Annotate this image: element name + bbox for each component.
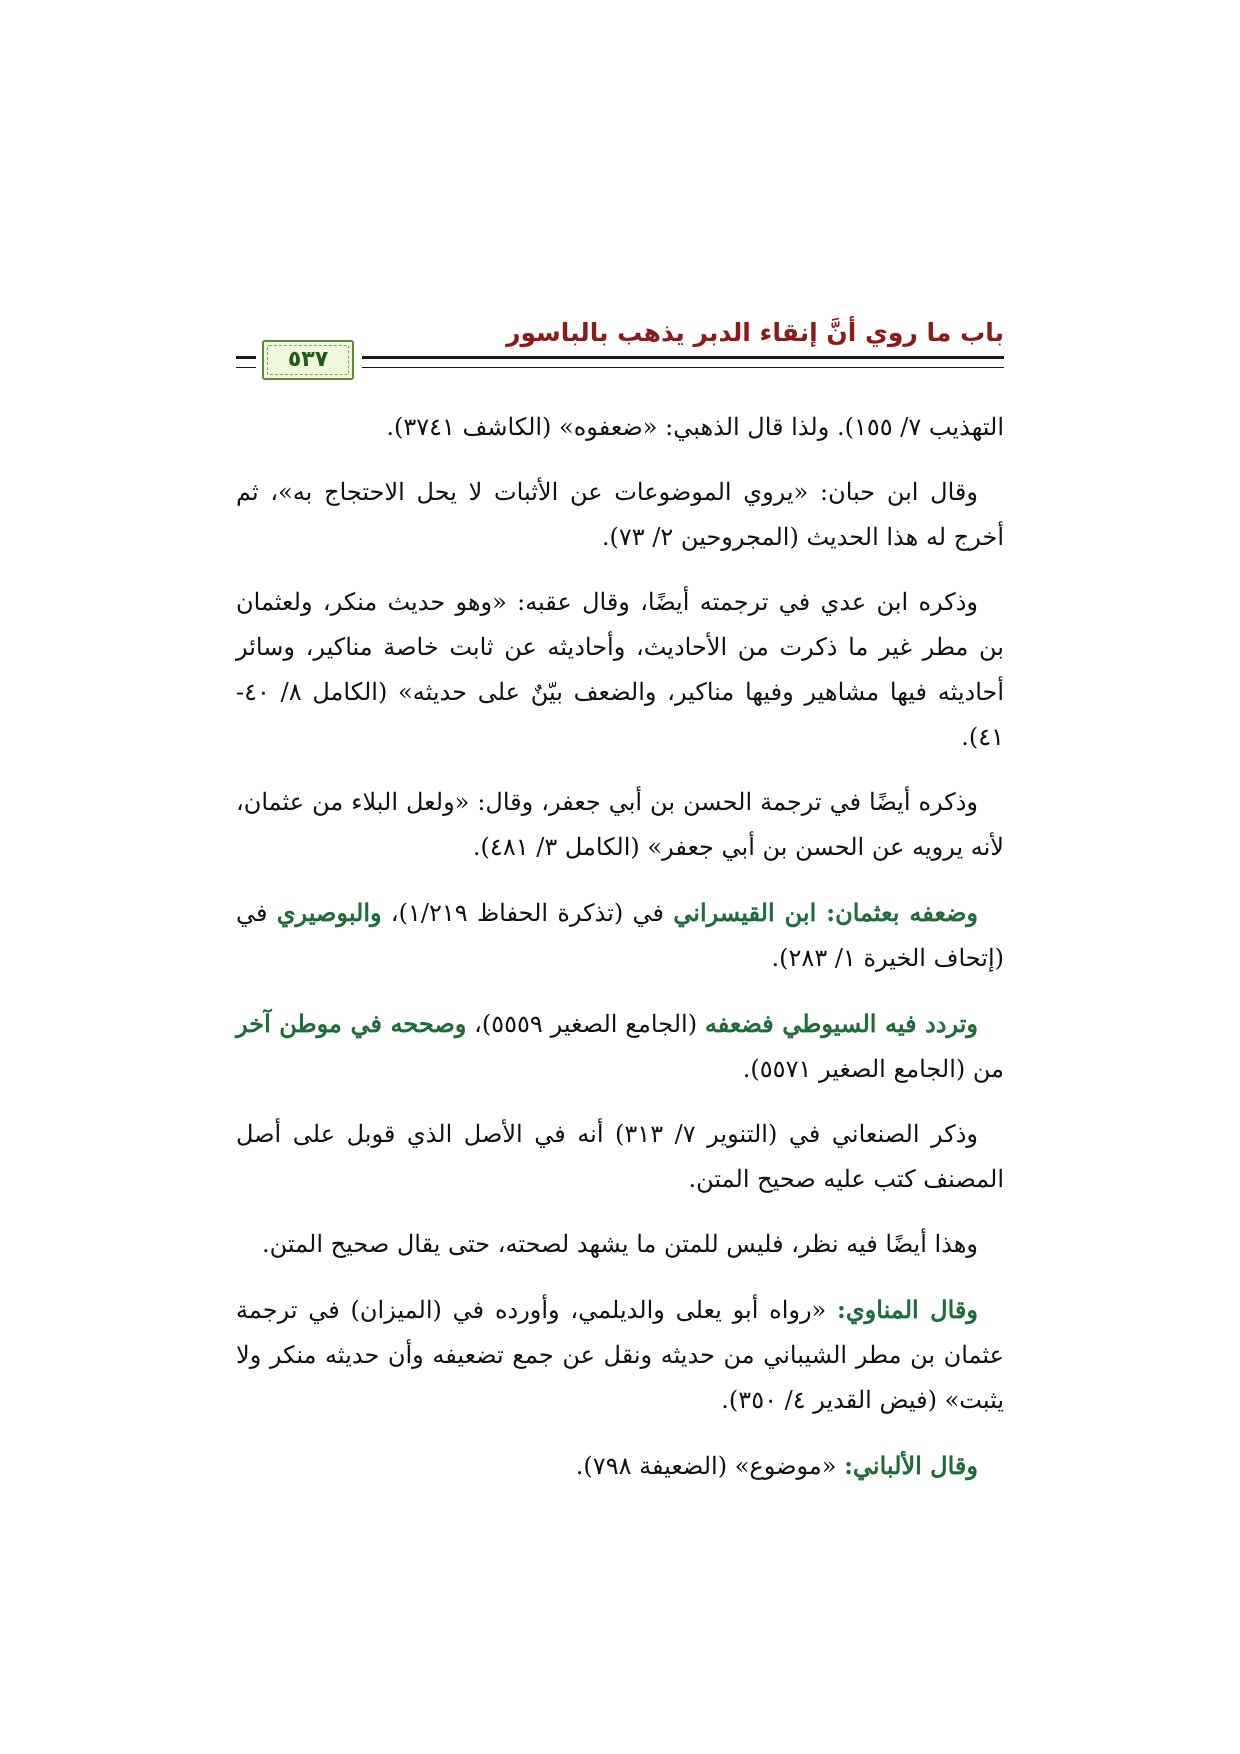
paragraph: [236, 1222, 1004, 1267]
highlighted-text: وتردد فيه السيوطي فضعفه: [704, 1009, 978, 1038]
paragraph: [236, 470, 1004, 560]
paragraph-text: في (تذكرة الحفاظ ١/٢١٩)،: [381, 899, 674, 927]
header-rule-short: [236, 356, 256, 368]
paragraph: [236, 405, 1004, 450]
highlighted-text: والبوصيري: [276, 898, 382, 927]
paragraph-text: من (الجامع الصغير ٥٥٧١).: [742, 1055, 1004, 1083]
highlighted-text: وضعفه بعثمان: ابن القيسراني: [673, 898, 978, 927]
highlighted-text: وصححه في موطن آخر: [236, 1009, 467, 1038]
paragraph: [236, 1287, 1004, 1423]
page-number-badge: [262, 340, 354, 380]
paragraph-text: (الجامع الصغير ٥٥٥٩)،: [466, 1010, 705, 1038]
paragraph-text: وهذا أيضًا فيه نظر، فليس للمتن ما يشهد لصحته، حتى يقال صحيح المتن.: [261, 1230, 978, 1258]
header-rule: [362, 356, 1004, 368]
running-title: باب ما روي أنَّ إنقاء الدبر يذهب بالباسور: [506, 318, 1004, 347]
paragraph-text: وذكره أيضًا في ترجمة الحسن بن أبي جعفر، وقال: «ولعل البلاء من عثمان، لأنه يرويه عن الحسن بن أبي جعفر» (الكامل ٣/ ٤٨١).: [236, 788, 1004, 861]
paragraph: [236, 780, 1004, 870]
paragraph: [236, 1112, 1004, 1202]
paragraph-text: التهذيب ٧/ ١٥٥). ولذا قال الذهبي: «ضعفوه» (الكاشف ٣٧٤١).: [386, 413, 1004, 441]
page-number: ٥٣٧: [287, 347, 329, 372]
paragraph: [236, 1001, 1004, 1092]
paragraph: [236, 1443, 1004, 1489]
paragraph-text: في (إتحاف الخيرة ١/ ٢٨٣).: [236, 899, 1004, 972]
paragraph-text: وذكره ابن عدي في ترجمته أيضًا، وقال عقبه: «وهو حديث منكر، ولعثمان بن مطر غير ما ذكرت من الأحاديث، وأحاديثه عن ثابت خاصة مناكير، وسائر أحاديثه فيها مشاهير وفيها مناكير، والضعف بيّنٌ على حديثه» (الكامل ٨/ ٤٠- ٤١).: [236, 588, 1005, 751]
paragraph-text: وقال ابن حبان: «يروي الموضوعات عن الأثبات لا يحل الاحتجاج به»، ثم أخرج له هذا الحديث (المجروحين ٢/ ٧٣).: [236, 478, 1004, 551]
paragraph-text: وذكر الصنعاني في (التنوير ٧/ ٣١٣) أنه في الأصل الذي قوبل على أصل المصنف كتب عليه صحيح المتن.: [236, 1120, 1004, 1193]
paragraph: [236, 580, 1004, 760]
paragraph-text: «رواه أبو يعلى والديلمي، وأورده في (الميزان) في ترجمة عثمان بن مطر الشيباني من حديثه ونقل عن جمع تضعيفه وأن حديثه منكر ولا يثبت» (فيض القدير ٤/ ٣٥٠).: [236, 1296, 1004, 1414]
paragraph-text: «موضوع» (الضعيفة ٧٩٨).: [575, 1452, 845, 1480]
body-text: [236, 405, 1004, 1509]
highlighted-text: وقال المناوي:: [837, 1295, 978, 1324]
highlighted-text: وقال الألباني:: [844, 1451, 978, 1480]
page-header: [0, 318, 1240, 388]
paragraph: [236, 890, 1004, 981]
